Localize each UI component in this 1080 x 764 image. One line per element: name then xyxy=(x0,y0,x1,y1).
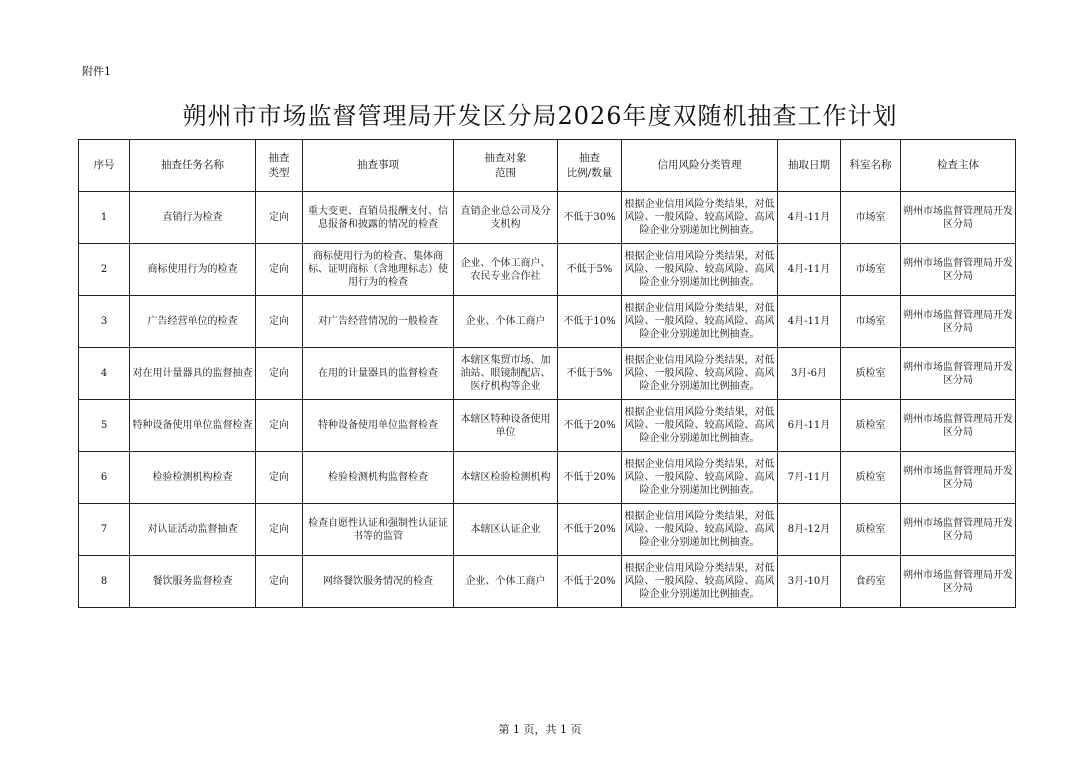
header-credit: 信用风险分类管理 xyxy=(622,140,778,192)
cell-credit: 根据企业信用风险分类结果，对低风险、一般风险、较高风险、高风险企业分别递加比例抽查。 xyxy=(622,504,778,556)
header-type: 抽查 类型 xyxy=(256,140,303,192)
cell-subject: 朔州市场监督管理局开发区分局 xyxy=(901,400,1016,452)
cell-scope: 本辖区检验检测机构 xyxy=(454,452,558,504)
header-no: 序号 xyxy=(79,140,130,192)
cell-scope: 本辖区认证企业 xyxy=(454,504,558,556)
cell-scope: 企业、个体工商户、农民专业合作社 xyxy=(454,244,558,296)
cell-item: 网络餐饮服务情况的检查 xyxy=(303,556,454,608)
cell-credit: 根据企业信用风险分类结果，对低风险、一般风险、较高风险、高风险企业分别递加比例抽查。 xyxy=(622,244,778,296)
cell-type: 定向 xyxy=(256,400,303,452)
cell-no: 5 xyxy=(79,400,130,452)
table-row xyxy=(79,296,1016,348)
cell-no: 2 xyxy=(79,244,130,296)
cell-date: 3月-6月 xyxy=(778,348,841,400)
cell-no: 8 xyxy=(79,556,130,608)
header-item: 抽查事项 xyxy=(303,140,454,192)
header-scope: 抽查对象 范围 xyxy=(454,140,558,192)
cell-dept: 市场室 xyxy=(841,192,901,244)
table-row xyxy=(79,452,1016,504)
cell-task: 检验检测机构检查 xyxy=(130,452,256,504)
cell-no: 1 xyxy=(79,192,130,244)
cell-dept: 食药室 xyxy=(841,556,901,608)
cell-credit: 根据企业信用风险分类结果，对低风险、一般风险、较高风险、高风险企业分别递加比例抽查。 xyxy=(622,192,778,244)
cell-task: 特种设备使用单位监督检查 xyxy=(130,400,256,452)
cell-date: 6月-11月 xyxy=(778,400,841,452)
cell-item: 重大变更、直销员报酬支付、信息报备和披露的情况的检查 xyxy=(303,192,454,244)
cell-dept: 质检室 xyxy=(841,452,901,504)
cell-credit: 根据企业信用风险分类结果，对低风险、一般风险、较高风险、高风险企业分别递加比例抽查。 xyxy=(622,400,778,452)
cell-ratio: 不低于20% xyxy=(558,556,622,608)
table-row xyxy=(79,400,1016,452)
cell-task: 对在用计量器具的监督抽查 xyxy=(130,348,256,400)
header-date: 抽取日期 xyxy=(778,140,841,192)
cell-ratio: 不低于20% xyxy=(558,452,622,504)
table-row xyxy=(79,192,1016,244)
cell-no: 7 xyxy=(79,504,130,556)
cell-ratio: 不低于10% xyxy=(558,296,622,348)
cell-ratio: 不低于5% xyxy=(558,244,622,296)
cell-type: 定向 xyxy=(256,192,303,244)
cell-type: 定向 xyxy=(256,244,303,296)
cell-dept: 质检室 xyxy=(841,348,901,400)
cell-task: 对认证活动监督抽查 xyxy=(130,504,256,556)
cell-scope: 本辖区特种设备使用单位 xyxy=(454,400,558,452)
table-row xyxy=(79,348,1016,400)
cell-subject: 朔州市场监督管理局开发区分局 xyxy=(901,556,1016,608)
cell-subject: 朔州市场监督管理局开发区分局 xyxy=(901,192,1016,244)
attachment-label: 附件1 xyxy=(82,65,111,78)
cell-date: 3月-10月 xyxy=(778,556,841,608)
cell-task: 直销行为检查 xyxy=(130,192,256,244)
header-ratio: 抽查 比例/数量 xyxy=(558,140,622,192)
cell-item: 检验检测机构监督检查 xyxy=(303,452,454,504)
cell-type: 定向 xyxy=(256,504,303,556)
cell-dept: 质检室 xyxy=(841,400,901,452)
cell-credit: 根据企业信用风险分类结果，对低风险、一般风险、较高风险、高风险企业分别递加比例抽查。 xyxy=(622,296,778,348)
page-footer: 第 1 页，共 1 页 xyxy=(498,723,582,736)
cell-subject: 朔州市场监督管理局开发区分局 xyxy=(901,244,1016,296)
cell-subject: 朔州市场监督管理局开发区分局 xyxy=(901,348,1016,400)
cell-credit: 根据企业信用风险分类结果，对低风险、一般风险、较高风险、高风险企业分别递加比例抽查。 xyxy=(622,348,778,400)
cell-date: 4月-11月 xyxy=(778,244,841,296)
cell-dept: 市场室 xyxy=(841,296,901,348)
cell-scope: 企业、个体工商户 xyxy=(454,556,558,608)
cell-dept: 市场室 xyxy=(841,244,901,296)
cell-type: 定向 xyxy=(256,296,303,348)
cell-date: 4月-11月 xyxy=(778,192,841,244)
cell-ratio: 不低于20% xyxy=(558,504,622,556)
cell-no: 3 xyxy=(79,296,130,348)
cell-date: 4月-11月 xyxy=(778,296,841,348)
cell-item: 对广告经营情况的一般检查 xyxy=(303,296,454,348)
cell-date: 8月-12月 xyxy=(778,504,841,556)
cell-ratio: 不低于20% xyxy=(558,400,622,452)
table-row xyxy=(79,556,1016,608)
cell-no: 6 xyxy=(79,452,130,504)
cell-item: 在用的计量器具的监督检查 xyxy=(303,348,454,400)
cell-subject: 朔州市场监督管理局开发区分局 xyxy=(901,504,1016,556)
cell-subject: 朔州市场监督管理局开发区分局 xyxy=(901,452,1016,504)
header-dept: 科室名称 xyxy=(841,140,901,192)
cell-task: 商标使用行为的检查 xyxy=(130,244,256,296)
header-task: 抽查任务名称 xyxy=(130,140,256,192)
cell-item: 检查自愿性认证和强制性认证证书等的监管 xyxy=(303,504,454,556)
cell-date: 7月-11月 xyxy=(778,452,841,504)
page-title: 朔州市市场监督管理局开发区分局2026年度双随机抽查工作计划 xyxy=(182,102,898,130)
cell-item: 特种设备使用单位监督检查 xyxy=(303,400,454,452)
table-header-row xyxy=(79,140,1016,192)
cell-scope: 本辖区集贸市场、加油站、眼镜制配店、医疗机构等企业 xyxy=(454,348,558,400)
plan-table xyxy=(78,139,1016,608)
cell-scope: 企业、个体工商户 xyxy=(454,296,558,348)
cell-task: 餐饮服务监督检查 xyxy=(130,556,256,608)
cell-credit: 根据企业信用风险分类结果，对低风险、一般风险、较高风险、高风险企业分别递加比例抽查。 xyxy=(622,452,778,504)
cell-type: 定向 xyxy=(256,452,303,504)
table-row xyxy=(79,244,1016,296)
cell-dept: 质检室 xyxy=(841,504,901,556)
cell-type: 定向 xyxy=(256,556,303,608)
cell-no: 4 xyxy=(79,348,130,400)
cell-task: 广告经营单位的检查 xyxy=(130,296,256,348)
cell-ratio: 不低于30% xyxy=(558,192,622,244)
cell-ratio: 不低于5% xyxy=(558,348,622,400)
cell-item: 商标使用行为的检查、集体商标、证明商标（含地理标志）使用行为的检查 xyxy=(303,244,454,296)
cell-subject: 朔州市场监督管理局开发区分局 xyxy=(901,296,1016,348)
header-subject: 检查主体 xyxy=(901,140,1016,192)
cell-type: 定向 xyxy=(256,348,303,400)
cell-scope: 直销企业总公司及分支机构 xyxy=(454,192,558,244)
cell-credit: 根据企业信用风险分类结果，对低风险、一般风险、较高风险、高风险企业分别递加比例抽查。 xyxy=(622,556,778,608)
table-row xyxy=(79,504,1016,556)
